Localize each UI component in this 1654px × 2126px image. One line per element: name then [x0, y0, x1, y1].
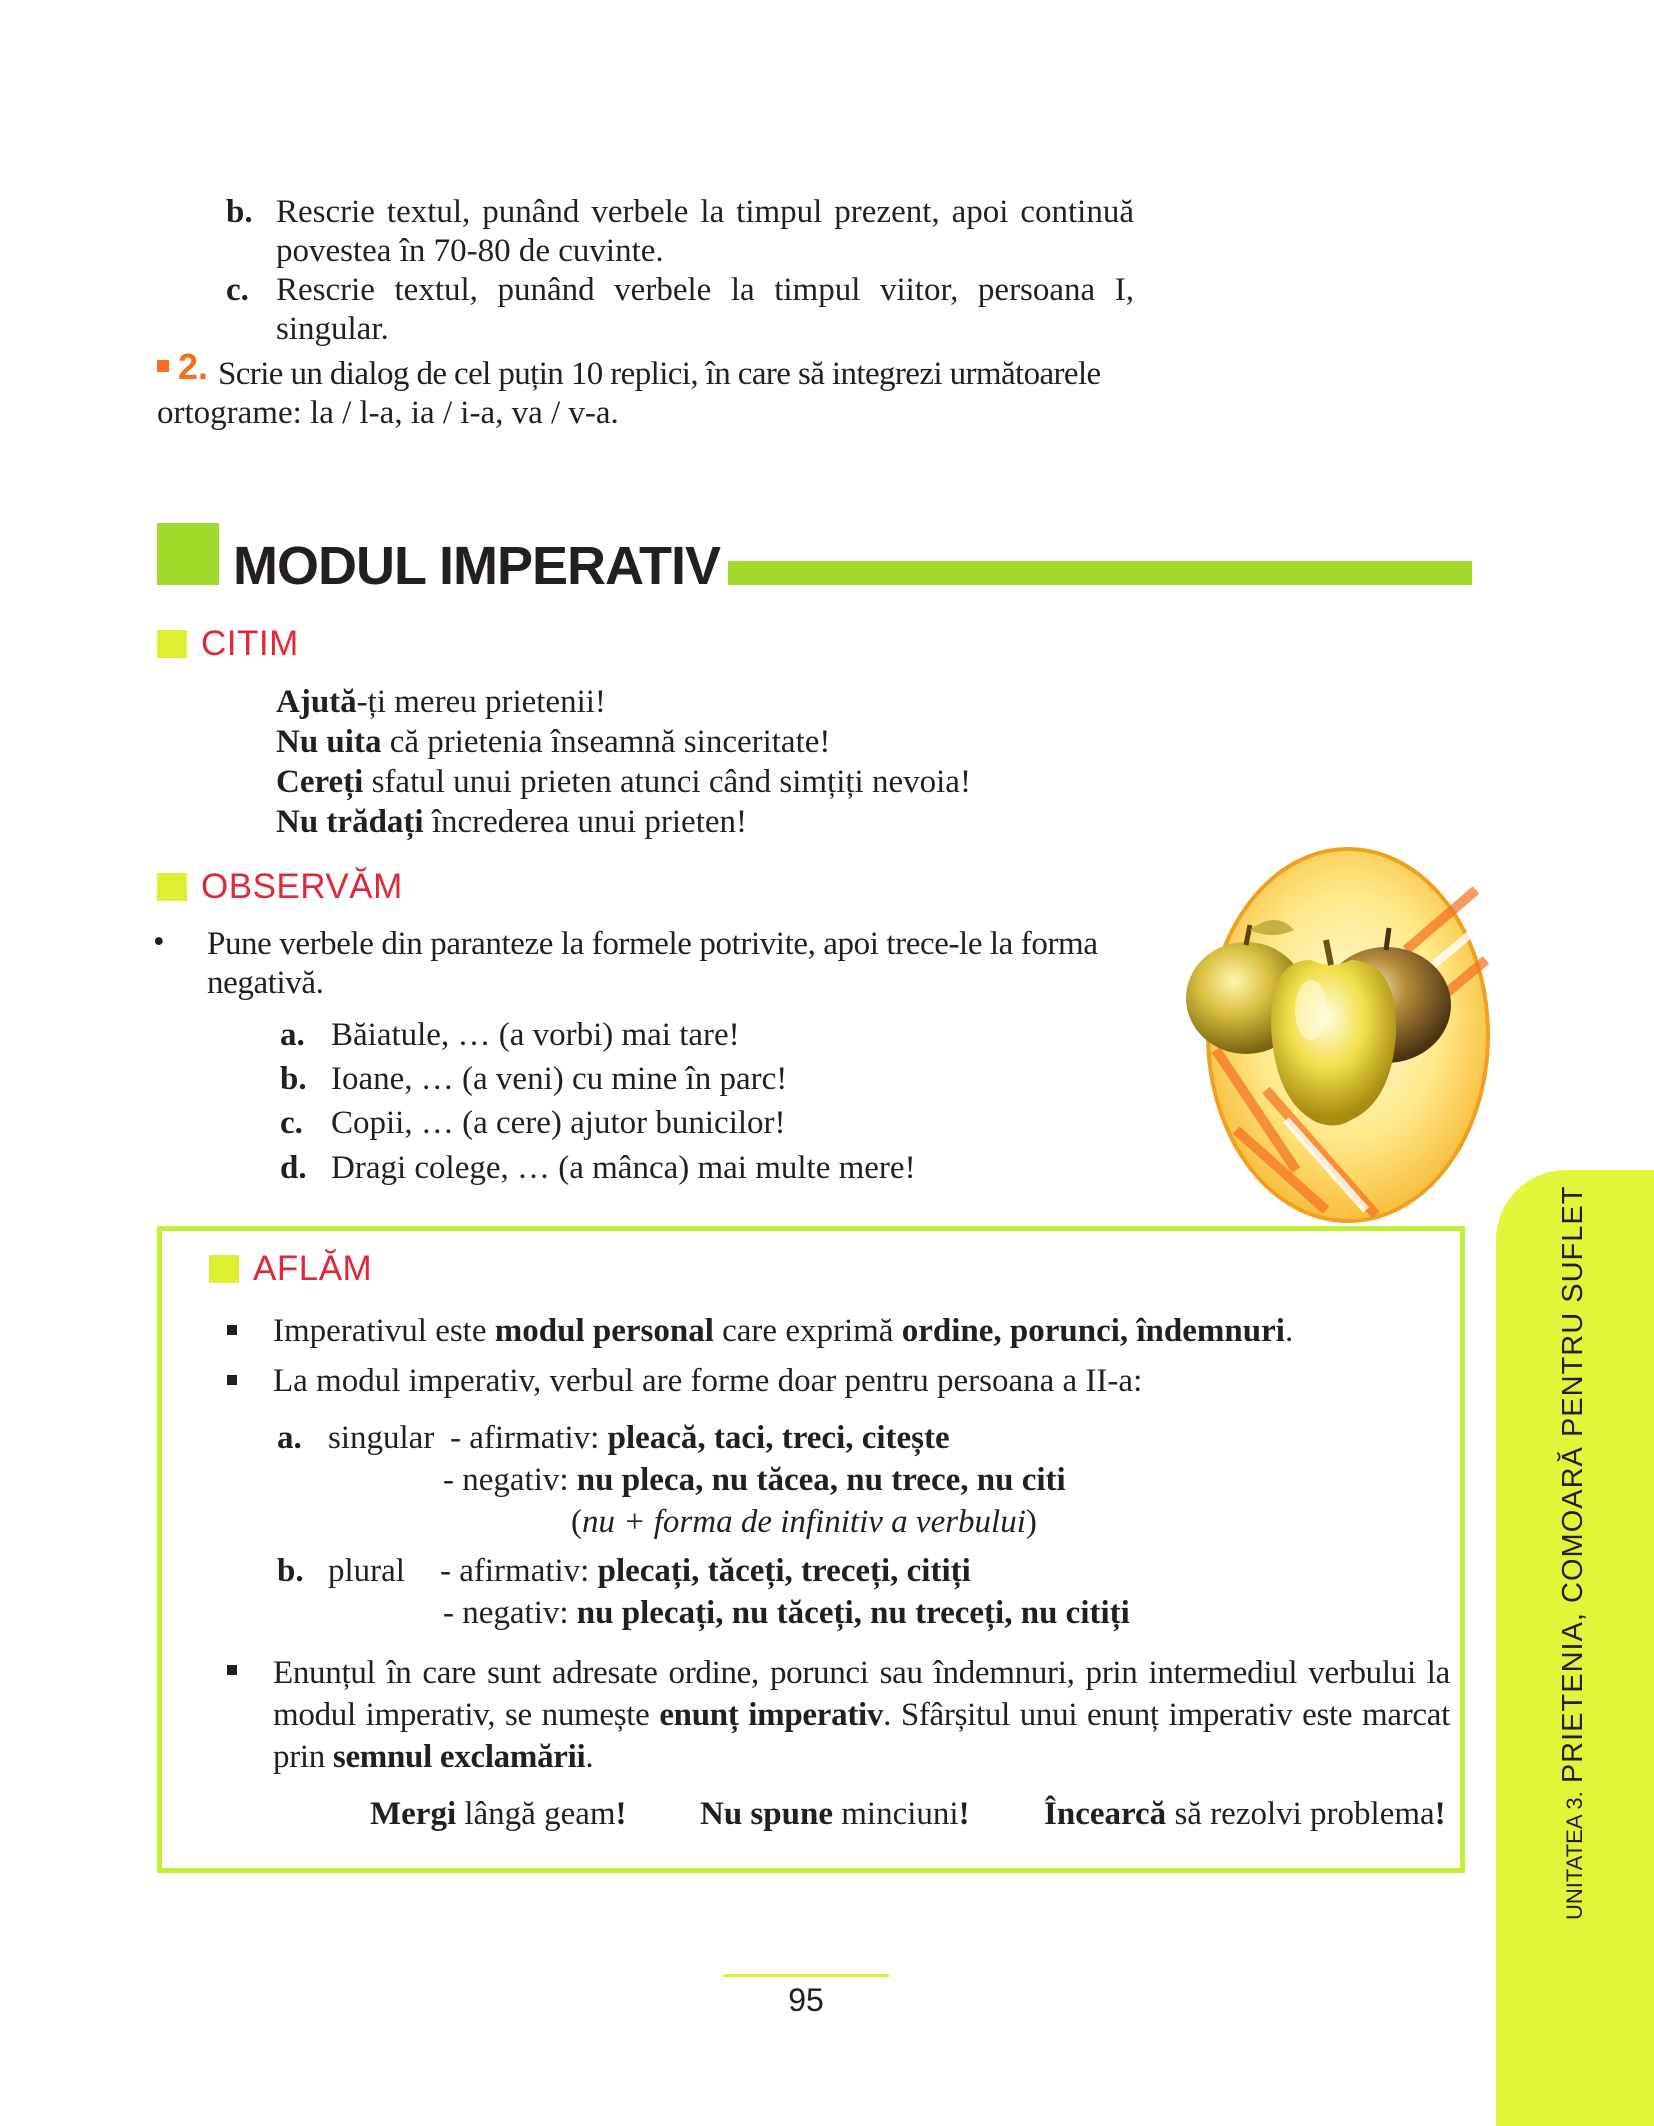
page-number-rule	[723, 1974, 889, 1977]
exercise-b-text	[276, 193, 1134, 271]
verb: Mergi	[370, 1796, 457, 1832]
form-b-label: b.	[277, 1553, 304, 1589]
form-a-note	[571, 1503, 1037, 1542]
item-label: c.	[280, 1105, 303, 1141]
observam-bullet: •	[153, 924, 165, 960]
example-3	[1044, 1795, 1446, 1834]
citim-verb: Cereți	[276, 764, 364, 800]
exclamation: !	[1434, 1796, 1446, 1832]
text: Imperativul este	[273, 1313, 495, 1349]
citim-rest: încrederea unui prieten!	[423, 804, 748, 840]
observam-instruction	[207, 925, 1137, 1003]
exercise-c-line2: singular.	[276, 311, 389, 347]
prefix: - negativ:	[443, 1595, 577, 1631]
aflam-bullet	[227, 1325, 237, 1335]
aflam-title: AFLĂM	[253, 1249, 373, 1288]
exercise-c-line1: Rescrie textul, punând verbele la timpul viitor, persoana I,	[276, 272, 1134, 308]
citim-rest: sfatul unui prieten atunci când simțiți nevoia!	[363, 764, 971, 800]
item-text: Băiatule, … (a vorbi) mai tare!	[331, 1017, 740, 1053]
text: Enunțul în care sunt adresate ordine, porunci sau îndemnuri, prin intermediul verbului la modul imperativ, se numește	[273, 1655, 1450, 1733]
forms: pleacă, taci, treci, citește	[607, 1420, 950, 1456]
aflam-bullet	[227, 1375, 237, 1385]
exercise-2-marker	[157, 360, 169, 372]
aflam-rule-3	[273, 1652, 1450, 1778]
title-green-bar	[728, 561, 1472, 585]
text: care exprimă	[713, 1313, 902, 1349]
paren: )	[1025, 1504, 1037, 1540]
item-text: Copii, … (a cere) ajutor bunicilor!	[331, 1105, 786, 1141]
side-tab-text	[1553, 1186, 1595, 1920]
golden-apples-illustration	[1176, 830, 1502, 1230]
prefix: - negativ:	[443, 1462, 577, 1498]
text: .	[585, 1739, 594, 1775]
citim-verb: Nu uita	[276, 724, 382, 760]
observam-instruction-line1: Pune verbele din paranteze la formele potrivite, apoi trece-le la forma	[207, 926, 1098, 962]
form-b-negative	[443, 1594, 1130, 1633]
side-tab-title: PRIETENIA, COMOARĂ PENTRU SUFLET	[1557, 1185, 1589, 1784]
citim-square-icon	[157, 630, 187, 658]
citim-text	[276, 682, 971, 842]
verb: Încearcă	[1044, 1796, 1167, 1832]
citim-line	[276, 802, 971, 842]
aflam-bullet	[227, 1665, 237, 1675]
form-a-affirmative	[450, 1419, 950, 1458]
prefix: - afirmativ:	[440, 1553, 598, 1589]
citim-verb: Nu trădați	[276, 804, 424, 840]
citim-rest: că prietenia înseamnă sinceritate!	[381, 724, 831, 760]
term: modul personal	[494, 1313, 714, 1349]
citim-verb: Ajută	[276, 684, 357, 720]
forms: nu pleca, nu tăcea, nu trece, nu citi	[576, 1462, 1066, 1498]
observam-instruction-line2: negativă.	[207, 965, 324, 1001]
form-b-affirmative	[440, 1552, 971, 1591]
exercise-2-line1: Scrie un dialog de cel puțin 10 replici, în care să integrezi următoarele	[218, 356, 1101, 392]
aflam-square-icon	[209, 1255, 239, 1283]
citim-line	[276, 682, 971, 722]
text: . Sfârșitul unui enunț imperativ este marcat prin	[273, 1697, 1450, 1775]
forms: nu plecați, nu tăceți, nu treceți, nu citiți	[576, 1595, 1130, 1631]
item-label: d.	[280, 1150, 307, 1186]
example-1	[370, 1795, 627, 1834]
observam-square-icon	[157, 873, 187, 901]
item-text: Ioane, … (a veni) cu mine în parc!	[331, 1061, 788, 1097]
item-text: Dragi colege, … (a mânca) mai multe mere!	[331, 1150, 916, 1186]
rest: minciuni	[832, 1796, 959, 1832]
form-b-word: plural	[328, 1553, 405, 1589]
term: semnul exclamării	[332, 1739, 586, 1775]
side-tab-unit: UNITATEA 3.	[1562, 1791, 1587, 1920]
lesson-title: MODUL IMPERATIV	[233, 536, 721, 596]
citim-title: CITIM	[201, 624, 299, 663]
form-a-label: a.	[277, 1420, 302, 1456]
exercise-2-number: 2.	[178, 346, 209, 387]
rest: să rezolvi problema	[1166, 1796, 1435, 1832]
term: ordine, porunci, îndemnuri	[901, 1313, 1285, 1349]
citim-line	[276, 722, 971, 762]
exercise-2-line2: ortograme: la / l-a, ia / i-a, va / v-a.	[157, 395, 619, 431]
exercise-c-text	[276, 271, 1134, 349]
exclamation: !	[958, 1796, 970, 1832]
form-a-negative	[443, 1461, 1066, 1500]
citim-rest: -ți mereu prietenii!	[356, 684, 606, 720]
exercise-b-label: b.	[226, 194, 253, 230]
item-label: a.	[280, 1017, 305, 1053]
title-green-square	[157, 523, 219, 585]
aflam-rule-2: La modul imperativ, verbul are forme doar pentru persoana a II-a:	[273, 1363, 1143, 1399]
rest: lângă geam	[456, 1796, 616, 1832]
aflam-rule-1	[273, 1312, 1293, 1351]
exclamation: !	[615, 1796, 627, 1832]
verb: Nu spune	[700, 1796, 833, 1832]
note: nu + forma de infinitiv a verbului	[582, 1504, 1026, 1540]
exercise-b-line1: Rescrie textul, punând verbele la timpul prezent, apoi continuă	[276, 194, 1134, 230]
exercise-b-line2: povestea în 70-80 de cuvinte.	[276, 233, 664, 269]
example-2	[700, 1795, 970, 1834]
exercise-c-label: c.	[226, 272, 249, 308]
term: enunț imperativ	[659, 1697, 884, 1733]
item-label: b.	[280, 1061, 307, 1097]
text: .	[1284, 1313, 1294, 1349]
paren: (	[571, 1504, 582, 1540]
forms: plecați, tăceți, treceți, citiți	[597, 1553, 971, 1589]
prefix: - afirmativ:	[450, 1420, 608, 1456]
page-number: 95	[788, 1982, 824, 2018]
form-a-word: singular	[328, 1420, 435, 1456]
observam-title: OBSERVĂM	[201, 867, 403, 906]
citim-line	[276, 762, 971, 802]
